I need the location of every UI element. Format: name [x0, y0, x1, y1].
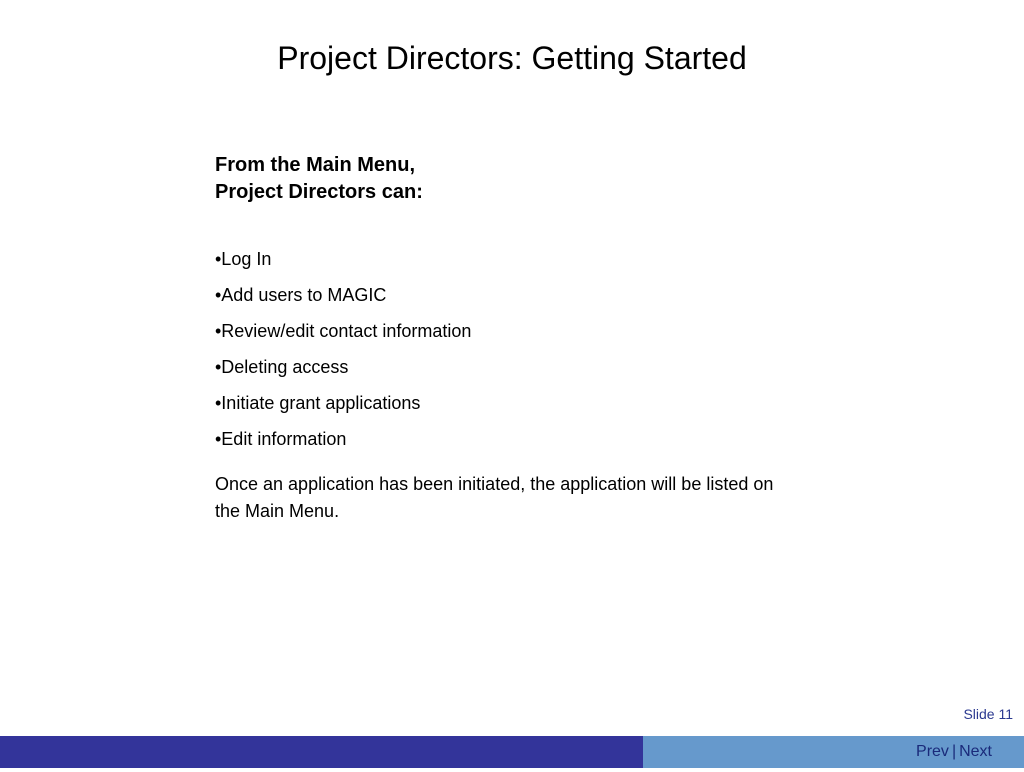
intro-line-2: Project Directors can:	[215, 181, 423, 203]
list-item: •Edit information	[215, 429, 347, 449]
footer-bar	[0, 736, 1024, 768]
list-item: •Deleting access	[215, 357, 349, 377]
next-link[interactable]: Next	[959, 743, 992, 760]
list-item: •Initiate grant applications	[215, 393, 421, 413]
footer-dark-band	[0, 736, 643, 768]
list-item: •Add users to MAGIC	[215, 285, 387, 305]
slide-title: Project Directors: Getting Started	[277, 40, 747, 76]
list-item: •Log In	[215, 249, 272, 269]
slide-navigation	[916, 736, 992, 768]
nav-separator: |	[951, 743, 957, 760]
list-item: •Review/edit contact information	[215, 321, 472, 341]
intro-heading	[215, 152, 775, 206]
footer-light-band	[643, 736, 1024, 768]
closing-note: Once an application has been initiated, the application will be listed on the Main Menu.	[215, 474, 774, 521]
prev-link[interactable]: Prev	[916, 743, 949, 760]
intro-line-1: From the Main Menu,	[215, 154, 415, 176]
slide-number: Slide 11	[963, 706, 1013, 722]
capabilities-list	[215, 241, 775, 457]
slide-content	[215, 152, 775, 525]
